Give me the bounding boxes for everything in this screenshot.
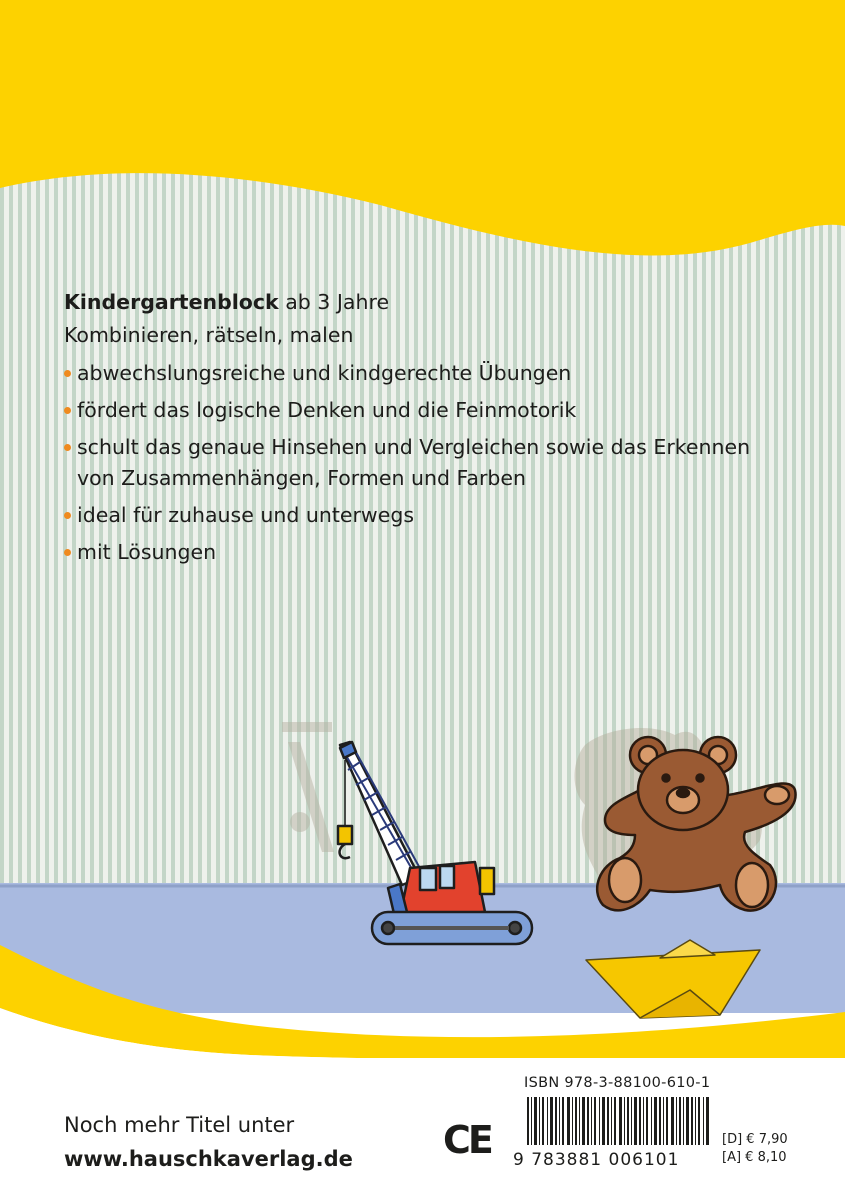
more-titles-text: Noch mehr Titel unter <box>64 1113 295 1137</box>
feature-item: ideal für zuhause und unterwegs <box>64 500 784 531</box>
product-description <box>64 286 784 574</box>
product-subtitle: Kombinieren, rätseln, malen <box>64 323 354 347</box>
isbn-text: ISBN 978-3-88100-610-1 <box>524 1075 711 1091</box>
price-germany: [D] € 7,90 <box>722 1132 788 1147</box>
feature-item: schult das genaue Hinsehen und Vergleichen sowie das Erkennen von Zusammenhängen, Formen und Farben <box>64 432 784 494</box>
website-link[interactable]: www.hauschkaverlag.de <box>64 1147 353 1171</box>
product-title-line <box>64 286 784 319</box>
price-list <box>722 1131 788 1167</box>
age-range: ab 3 Jahre <box>285 290 390 314</box>
ce-mark-icon: CE <box>443 1118 491 1162</box>
publisher-info <box>64 1108 353 1176</box>
feature-list <box>64 358 784 568</box>
barcode-number: 9 783881 006101 <box>513 1150 680 1170</box>
feature-item: mit Lösungen <box>64 537 784 568</box>
product-name: Kindergartenblock <box>64 290 279 314</box>
feature-item: fördert das logische Denken und die Feinmotorik <box>64 395 784 426</box>
price-austria: [A] € 8,10 <box>722 1150 787 1165</box>
feature-item: abwechslungsreiche und kindgerechte Übungen <box>64 358 784 389</box>
